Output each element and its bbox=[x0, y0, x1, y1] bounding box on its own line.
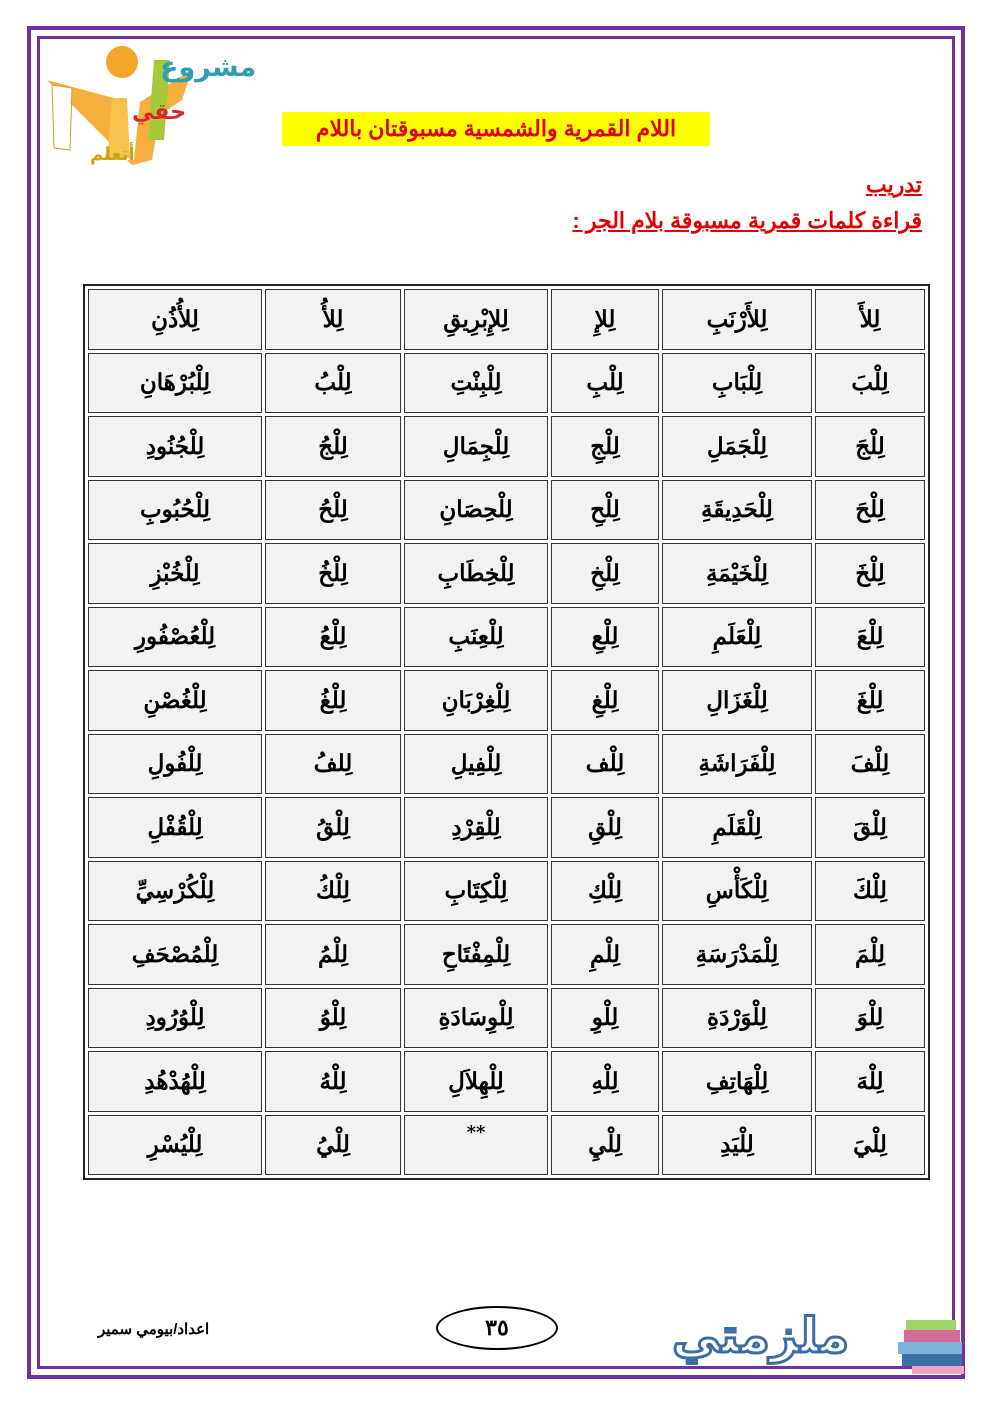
table-cell: لِلْغَ bbox=[815, 670, 925, 731]
table-cell: لِلْوُرُودِ bbox=[88, 988, 262, 1049]
table-cell: لِلْخُ bbox=[265, 543, 401, 604]
table-cell: لِلْبُرْهَانِ bbox=[88, 353, 262, 414]
table-cell: لِلْيُ bbox=[265, 1115, 401, 1176]
table-cell: لِلْمُصْحَفِ bbox=[88, 924, 262, 985]
table-cell: لِلْخُبْزِ bbox=[88, 543, 262, 604]
books-icon bbox=[892, 1310, 972, 1380]
table-cell: لِلْبِ bbox=[551, 353, 659, 414]
table-cell: لِلْهُ bbox=[265, 1051, 401, 1112]
table-cell: لِلْعُ bbox=[265, 607, 401, 668]
table-cell: لِلْوِسَادَةِ bbox=[404, 988, 548, 1049]
table-cell: لِلْبَابِ bbox=[662, 353, 812, 414]
table-cell: لِلْخَيْمَةِ bbox=[662, 543, 812, 604]
table-cell: لِلْقَ bbox=[815, 797, 925, 858]
table-cell: لِلْيَ bbox=[815, 1115, 925, 1176]
table-cell: لِلْحُ bbox=[265, 480, 401, 541]
table-cell: لِلْهِ bbox=[551, 1051, 659, 1112]
table-cell: لِلْقُفْلِ bbox=[88, 797, 262, 858]
table-cell: لِلْغِرْبَانِ bbox=[404, 670, 548, 731]
table-cell: لِلْكُرْسِيِّ bbox=[88, 861, 262, 922]
table-cell: لِلْخَ bbox=[815, 543, 925, 604]
table-cell: لِلْهَ bbox=[815, 1051, 925, 1112]
table-cell: لِلْهِلاَلِ bbox=[404, 1051, 548, 1112]
table-cell: لِلْغَزَالِ bbox=[662, 670, 812, 731]
table-cell: لِلْجَ bbox=[815, 416, 925, 477]
table-cell: لِلْجِمَالِ bbox=[404, 416, 548, 477]
exercise-heading: تدريب bbox=[865, 172, 922, 197]
table-row bbox=[88, 988, 925, 1049]
table-cell: لِلْكِتَابِ bbox=[404, 861, 548, 922]
table-cell: لِلْمَ bbox=[815, 924, 925, 985]
table-cell: لِلأُ bbox=[265, 289, 401, 350]
logo-text-mashrou: مشروع bbox=[160, 52, 257, 83]
table-row bbox=[88, 1051, 925, 1112]
table-row bbox=[88, 416, 925, 477]
table-cell: لِلْخِطَابِ bbox=[404, 543, 548, 604]
table-cell: لِلأُذُنِ bbox=[88, 289, 262, 350]
table-cell: لِلْجَمَلِ bbox=[662, 416, 812, 477]
table-cell: لِلإِ bbox=[551, 289, 659, 350]
table-row bbox=[88, 670, 925, 731]
table-cell: لِلْكَ bbox=[815, 861, 925, 922]
table-cell: لِلْخِ bbox=[551, 543, 659, 604]
table-cell: لِلْقِ bbox=[551, 797, 659, 858]
table-cell: لِلْغُ bbox=[265, 670, 401, 731]
table-cell: لِلْهُدْهُدِ bbox=[88, 1051, 262, 1112]
brand-logo-text: ملزمتي bbox=[672, 1308, 850, 1364]
table-cell: لِلْهَاتِفِ bbox=[662, 1051, 812, 1112]
table-cell: لِلْقُ bbox=[265, 797, 401, 858]
table-row bbox=[88, 289, 925, 350]
table-cell: لِلْفُولِ bbox=[88, 734, 262, 795]
table-row bbox=[88, 797, 925, 858]
table-cell: لِلْمَدْرَسَةِ bbox=[662, 924, 812, 985]
table-cell: لِلْفِيلِ bbox=[404, 734, 548, 795]
table-cell: لِلْجُ bbox=[265, 416, 401, 477]
page-title: اللام القمرية والشمسية مسبوقتان باللام bbox=[282, 112, 710, 146]
table-cell: لِلأَرْنَبِ bbox=[662, 289, 812, 350]
table-cell: لِلْحُبُوبِ bbox=[88, 480, 262, 541]
table-cell: لِلْيِ bbox=[551, 1115, 659, 1176]
table-cell: لِلْقَلَمِ bbox=[662, 797, 812, 858]
table-cell: لِلْحِصَانِ bbox=[404, 480, 548, 541]
table-cell: لِلْعُصْفُورِ bbox=[88, 607, 262, 668]
table-cell: لِلفُ bbox=[265, 734, 401, 795]
table-cell: لِلْجِ bbox=[551, 416, 659, 477]
table-row bbox=[88, 353, 925, 414]
table-cell: لِلْعَ bbox=[815, 607, 925, 668]
table-cell: لِلْحِ bbox=[551, 480, 659, 541]
table-cell: لِلْيَدِ bbox=[662, 1115, 812, 1176]
table-row bbox=[88, 861, 925, 922]
table-cell: لِلْكَأْسِ bbox=[662, 861, 812, 922]
project-logo bbox=[42, 40, 257, 170]
table-cell: لِلْغُصْنِ bbox=[88, 670, 262, 731]
table-row bbox=[88, 480, 925, 541]
table-cell: لِلْمِ bbox=[551, 924, 659, 985]
table-cell: لِلْعِنَبِ bbox=[404, 607, 548, 668]
table-cell: لِلْبِنْتِ bbox=[404, 353, 548, 414]
table-cell: لِلْوِ bbox=[551, 988, 659, 1049]
table-cell: لِلْفَ bbox=[815, 734, 925, 795]
table-cell: لِلْيُسْرِ bbox=[88, 1115, 262, 1176]
table-cell: لِلْعِ bbox=[551, 607, 659, 668]
table-cell: لِلْوُ bbox=[265, 988, 401, 1049]
table-cell: لِلْبَ bbox=[815, 353, 925, 414]
table-cell: لِلْعَلَمِ bbox=[662, 607, 812, 668]
table-cell: ** bbox=[404, 1115, 548, 1176]
table-cell: لِلأَ bbox=[815, 289, 925, 350]
table-cell: لِلْمِفْتَاحِ bbox=[404, 924, 548, 985]
logo-text-haqqi: حقي bbox=[132, 100, 186, 125]
table-cell: لِلْحَ bbox=[815, 480, 925, 541]
table-row bbox=[88, 734, 925, 795]
table-row bbox=[88, 1115, 925, 1176]
words-table bbox=[83, 284, 930, 1180]
brand-watermark bbox=[672, 1300, 972, 1380]
table-cell: لِلْوَرْدَةِ bbox=[662, 988, 812, 1049]
table-cell: لِلْكِ bbox=[551, 861, 659, 922]
table-cell: لِلْوَ bbox=[815, 988, 925, 1049]
table-cell: لِلْفَرَاشَةِ bbox=[662, 734, 812, 795]
table-cell: لِلْف bbox=[551, 734, 659, 795]
table-cell: لِلإِبْرِيقِ bbox=[404, 289, 548, 350]
page-number: ٣٥ bbox=[436, 1306, 558, 1350]
logo-text-ataallam: أتعلم bbox=[90, 144, 135, 165]
table-row bbox=[88, 543, 925, 604]
exercise-instruction: قراءة كلمات قمرية مسبوقة بلام الجر : bbox=[572, 208, 922, 233]
table-row bbox=[88, 607, 925, 668]
table-row bbox=[88, 924, 925, 985]
table-cell: لِلْغِ bbox=[551, 670, 659, 731]
table-cell: لِلْكُ bbox=[265, 861, 401, 922]
table-cell: لِلْبُ bbox=[265, 353, 401, 414]
table-cell: لِلْمُ bbox=[265, 924, 401, 985]
table-cell: لِلْجُنُودِ bbox=[88, 416, 262, 477]
author-credit: اعداد/بيومي سمير bbox=[98, 1321, 210, 1338]
table-cell: لِلْحَدِيقَةِ bbox=[662, 480, 812, 541]
table-cell: لِلْقِرْدِ bbox=[404, 797, 548, 858]
